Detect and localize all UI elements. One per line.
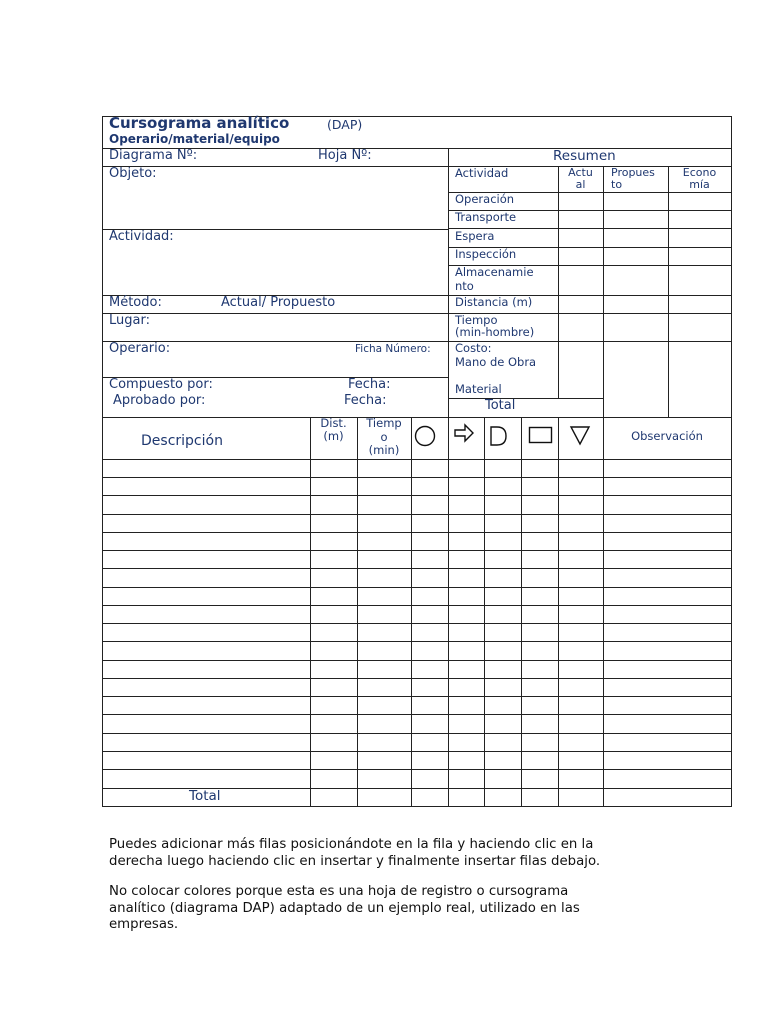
ficha-label: Ficha Número: [355,343,431,355]
transport-arrow-icon [455,425,473,441]
summary-row-tiempo-1: Tiempo [455,313,498,327]
summary-row-costo: Costo: [455,341,492,355]
resumen-label: Resumen [553,148,616,164]
summary-row-transporte: Transporte [455,210,517,224]
detail-tiempo-2: o [380,430,388,444]
summary-col-actual-2: al [575,178,586,191]
detail-tiempo-1: Tiemp [366,416,402,430]
summary-col-actual-1: Actu [568,166,593,179]
detail-descripcion: Descripción [141,433,223,449]
fecha-2-label: Fecha: [344,393,387,408]
summary-col-actividad: Actividad [455,166,509,180]
note-paragraph-2 [109,884,669,934]
aprobado-label: Aprobado por: [113,393,206,408]
note-2-line-1: No colocar colores porque esta es una hoja de registro o cursograma [109,884,569,899]
note-paragraph-1 [109,837,669,870]
storage-triangle-icon [571,427,589,444]
delay-d-icon [491,427,506,445]
metodo-label: Método: [109,295,162,310]
summary-col-economia-2: mía [689,178,710,191]
form-subtitle: Operario/material/equipo [109,132,280,146]
detail-total: Total [189,788,221,804]
note-1-line-2: derecha luego haciendo clic en insertar y finalmente insertar filas debajo. [109,853,601,869]
lugar-label: Lugar: [109,313,150,328]
note-2-line-2: analítico (diagrama DAP) adaptado de un ejemplo real, utilizado en las [109,900,580,916]
note-1-line-1: Puedes adicionar más filas posicionándote en la fila y haciendo clic en la [109,837,594,852]
summary-col-propuesto-1: Propues [611,166,655,179]
summary-row-distancia: Distancia (m) [455,295,533,309]
summary-col-propuesto-2: to [611,178,623,191]
compuesto-label: Compuesto por: [109,377,213,392]
summary-row-material: Material [455,382,502,396]
fecha-1-label: Fecha: [348,377,391,392]
summary-row-mano-obra: Mano de Obra [455,355,537,369]
summary-row-espera: Espera [455,229,495,243]
objeto-label: Objeto: [109,166,157,181]
detail-dist-1: Dist. [320,416,347,430]
metodo-value: Actual/ Propuesto [221,295,336,310]
summary-row-almacen-1: Almacenamie [455,265,534,279]
summary-row-operacion: Operación [455,192,515,206]
summary-col-economia-1: Econo [682,166,717,179]
summary-row-inspeccion: Inspección [455,247,517,261]
operario-label: Operario: [109,341,171,356]
inspection-square-icon [530,428,552,443]
summary-row-almacen-2: nto [455,279,474,293]
note-2-line-3: empresas. [109,917,179,932]
detail-observacion: Observación [631,429,703,443]
actividad-label: Actividad: [109,229,174,244]
summary-total: Total [485,398,516,413]
diagram-number-label: Diagrama Nº: [109,148,198,163]
form-title: Cursograma analítico [109,114,290,132]
sheet-number-label: Hoja Nº: [318,148,372,163]
detail-dist-2: (m) [323,429,344,443]
dap-label: (DAP) [327,117,363,132]
operation-circle-icon [416,427,435,446]
summary-row-tiempo-2: (min-hombre) [455,325,535,339]
detail-tiempo-3: (min) [368,443,400,457]
